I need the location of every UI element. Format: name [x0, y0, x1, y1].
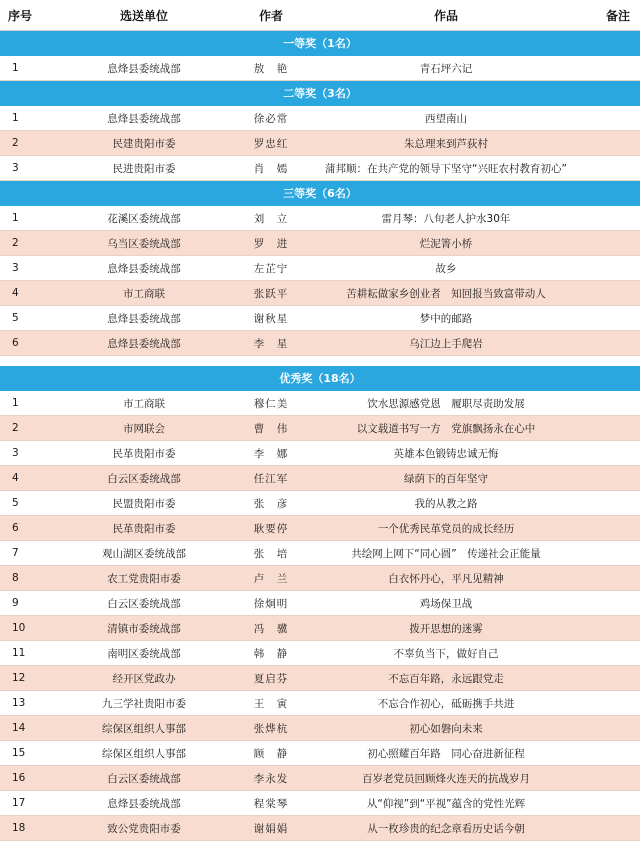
row-author: 穆仁美	[232, 391, 310, 416]
row-author: 徐必常	[232, 106, 310, 131]
row-author: 罗忠红	[232, 131, 310, 156]
row-unit: 市工商联	[56, 391, 232, 416]
header-row	[0, 0, 640, 31]
row-number: 3	[0, 156, 56, 181]
row-note	[582, 491, 640, 516]
row-work: 蒲邦顺：在共产党的领导下坚守“兴旺农村教育初心”	[310, 156, 582, 181]
table-row	[0, 441, 640, 466]
row-work: 英雄本色锻铸忠诚无悔	[310, 441, 582, 466]
row-work: 以文载道书写一方 党旗飘扬永在心中	[310, 416, 582, 441]
row-number: 12	[0, 666, 56, 691]
row-number: 13	[0, 691, 56, 716]
table-row	[0, 256, 640, 281]
row-work: 雷月琴：八旬老人护水30年	[310, 206, 582, 231]
row-note	[582, 716, 640, 741]
row-note	[582, 741, 640, 766]
row-author: 曹 伟	[232, 416, 310, 441]
row-author: 程棠琴	[232, 791, 310, 816]
row-number: 3	[0, 256, 56, 281]
table-row	[0, 206, 640, 231]
row-author: 张 培	[232, 541, 310, 566]
table-row	[0, 616, 640, 641]
table-row	[0, 156, 640, 181]
row-note	[582, 56, 640, 81]
row-work: 从“仰视”到“平视”蕴含的党性光辉	[310, 791, 582, 816]
row-number: 1	[0, 106, 56, 131]
row-author: 李 星	[232, 331, 310, 356]
row-unit: 息烽县委统战部	[56, 106, 232, 131]
table-row	[0, 281, 640, 306]
row-work: 西望南山	[310, 106, 582, 131]
table-row	[0, 666, 640, 691]
row-unit: 息烽县委统战部	[56, 306, 232, 331]
header-author: 作者	[232, 0, 310, 31]
row-unit: 市网联会	[56, 416, 232, 441]
row-note	[582, 541, 640, 566]
row-unit: 清镇市委统战部	[56, 616, 232, 641]
row-author: 肖 嫣	[232, 156, 310, 181]
row-note	[582, 331, 640, 356]
row-author: 张跃平	[232, 281, 310, 306]
table-row	[0, 331, 640, 356]
row-unit: 息烽县委统战部	[56, 791, 232, 816]
row-note	[582, 641, 640, 666]
row-author: 卢 兰	[232, 566, 310, 591]
row-number: 11	[0, 641, 56, 666]
row-work: 故乡	[310, 256, 582, 281]
row-work: 不忘合作初心，砥砺携手共进	[310, 691, 582, 716]
row-author: 李 娜	[232, 441, 310, 466]
row-work: 从一枚珍贵的纪念章看历史话今朝	[310, 816, 582, 841]
row-work: 共绘网上网下“同心圆” 传递社会正能量	[310, 541, 582, 566]
row-work: 朱总理来到芦荻村	[310, 131, 582, 156]
row-author: 任江军	[232, 466, 310, 491]
row-author: 耿要停	[232, 516, 310, 541]
header-note: 备注	[582, 0, 640, 31]
spacer-cell	[0, 356, 640, 367]
row-number: 2	[0, 131, 56, 156]
row-author: 李永发	[232, 766, 310, 791]
header-no: 序号	[0, 0, 56, 31]
row-author: 夏启芬	[232, 666, 310, 691]
row-note	[582, 231, 640, 256]
row-unit: 九三学社贵阳市委	[56, 691, 232, 716]
row-work: 初心照耀百年路 同心奋进新征程	[310, 741, 582, 766]
row-work: 饮水思源感党恩 履职尽责助发展	[310, 391, 582, 416]
row-number: 5	[0, 306, 56, 331]
row-author: 谢秋星	[232, 306, 310, 331]
table-row	[0, 306, 640, 331]
row-work: 不辜负当下，做好自己	[310, 641, 582, 666]
row-work: 梦中的邮路	[310, 306, 582, 331]
row-number: 15	[0, 741, 56, 766]
row-number: 4	[0, 281, 56, 306]
row-number: 1	[0, 206, 56, 231]
table-row	[0, 56, 640, 81]
row-number: 2	[0, 416, 56, 441]
row-unit: 致公党贵阳市委	[56, 816, 232, 841]
row-work: 苦耕耘做家乡创业者 知回报当致富带动人	[310, 281, 582, 306]
table-row	[0, 231, 640, 256]
row-unit: 民进贵阳市委	[56, 156, 232, 181]
row-number: 17	[0, 791, 56, 816]
row-author: 张烨杭	[232, 716, 310, 741]
row-author: 敖 艳	[232, 56, 310, 81]
row-unit: 息烽县委统战部	[56, 256, 232, 281]
row-number: 7	[0, 541, 56, 566]
row-author: 张 彦	[232, 491, 310, 516]
row-note	[582, 256, 640, 281]
row-unit: 农工党贵阳市委	[56, 566, 232, 591]
section-title: 优秀奖（18名）	[0, 366, 640, 391]
table-row	[0, 766, 640, 791]
row-author: 罗 进	[232, 231, 310, 256]
section-header-row	[0, 366, 640, 391]
row-note	[582, 766, 640, 791]
table-row	[0, 131, 640, 156]
row-unit: 乌当区委统战部	[56, 231, 232, 256]
row-unit: 白云区委统战部	[56, 466, 232, 491]
section-title: 一等奖（1名）	[0, 31, 640, 56]
row-number: 5	[0, 491, 56, 516]
row-note	[582, 106, 640, 131]
row-note	[582, 206, 640, 231]
row-unit: 民建贵阳市委	[56, 131, 232, 156]
row-number: 18	[0, 816, 56, 841]
row-note	[582, 281, 640, 306]
row-number: 4	[0, 466, 56, 491]
row-unit: 民革贵阳市委	[56, 516, 232, 541]
table-row	[0, 516, 640, 541]
row-work: 不忘百年路，永远跟党走	[310, 666, 582, 691]
row-note	[582, 391, 640, 416]
row-number: 3	[0, 441, 56, 466]
row-work: 初心如磐向未来	[310, 716, 582, 741]
row-work: 绿荫下的百年坚守	[310, 466, 582, 491]
table-row	[0, 541, 640, 566]
row-note	[582, 666, 640, 691]
section-header-row	[0, 181, 640, 206]
row-note	[582, 156, 640, 181]
table-row	[0, 591, 640, 616]
row-unit: 经开区党政办	[56, 666, 232, 691]
row-unit: 息烽县委统战部	[56, 56, 232, 81]
table-row	[0, 491, 640, 516]
table-row	[0, 566, 640, 591]
row-note	[582, 441, 640, 466]
row-work: 百岁老党员回顾烽火连天的抗战岁月	[310, 766, 582, 791]
row-work: 烂泥箐小桥	[310, 231, 582, 256]
row-number: 8	[0, 566, 56, 591]
row-unit: 观山湖区委统战部	[56, 541, 232, 566]
row-author: 左芷宁	[232, 256, 310, 281]
table-row	[0, 416, 640, 441]
row-number: 9	[0, 591, 56, 616]
row-note	[582, 306, 640, 331]
row-work: 鸡场保卫战	[310, 591, 582, 616]
table-row	[0, 716, 640, 741]
row-unit: 民盟贵阳市委	[56, 491, 232, 516]
row-note	[582, 416, 640, 441]
row-unit: 花溪区委统战部	[56, 206, 232, 231]
row-author: 刘 立	[232, 206, 310, 231]
row-number: 6	[0, 516, 56, 541]
row-number: 1	[0, 391, 56, 416]
row-author: 王 寅	[232, 691, 310, 716]
table-row	[0, 391, 640, 416]
row-unit: 息烽县委统战部	[56, 331, 232, 356]
section-header-row	[0, 31, 640, 56]
row-author: 徐炯明	[232, 591, 310, 616]
row-note	[582, 616, 640, 641]
row-author: 冯 骥	[232, 616, 310, 641]
row-note	[582, 591, 640, 616]
row-number: 2	[0, 231, 56, 256]
row-work: 乌江边上手爬岩	[310, 331, 582, 356]
row-work: 我的从教之路	[310, 491, 582, 516]
row-work: 青石坪六记	[310, 56, 582, 81]
row-unit: 民革贵阳市委	[56, 441, 232, 466]
row-note	[582, 516, 640, 541]
section-title: 二等奖（3名）	[0, 81, 640, 106]
row-note	[582, 691, 640, 716]
row-work: 白衣怀丹心，平凡见精神	[310, 566, 582, 591]
table-body	[0, 31, 640, 841]
row-number: 1	[0, 56, 56, 81]
section-spacer	[0, 356, 640, 367]
row-author: 顾 静	[232, 741, 310, 766]
header-unit: 选送单位	[56, 0, 232, 31]
row-author: 谢娟娟	[232, 816, 310, 841]
header-work: 作品	[310, 0, 582, 31]
row-unit: 综保区组织人事部	[56, 741, 232, 766]
row-unit: 综保区组织人事部	[56, 716, 232, 741]
row-unit: 白云区委统战部	[56, 591, 232, 616]
row-note	[582, 791, 640, 816]
table-row	[0, 466, 640, 491]
row-number: 14	[0, 716, 56, 741]
table-row	[0, 106, 640, 131]
table-row	[0, 641, 640, 666]
row-number: 10	[0, 616, 56, 641]
section-title: 三等奖（6名）	[0, 181, 640, 206]
row-number: 16	[0, 766, 56, 791]
row-unit: 市工商联	[56, 281, 232, 306]
row-unit: 白云区委统战部	[56, 766, 232, 791]
table-row	[0, 691, 640, 716]
table-row	[0, 791, 640, 816]
row-work: 拨开思想的迷雾	[310, 616, 582, 641]
row-number: 6	[0, 331, 56, 356]
row-unit: 南明区委统战部	[56, 641, 232, 666]
row-note	[582, 131, 640, 156]
row-note	[582, 566, 640, 591]
row-work: 一个优秀民革党员的成长经历	[310, 516, 582, 541]
table-row	[0, 741, 640, 766]
row-note	[582, 466, 640, 491]
row-author: 韩 静	[232, 641, 310, 666]
section-header-row	[0, 81, 640, 106]
